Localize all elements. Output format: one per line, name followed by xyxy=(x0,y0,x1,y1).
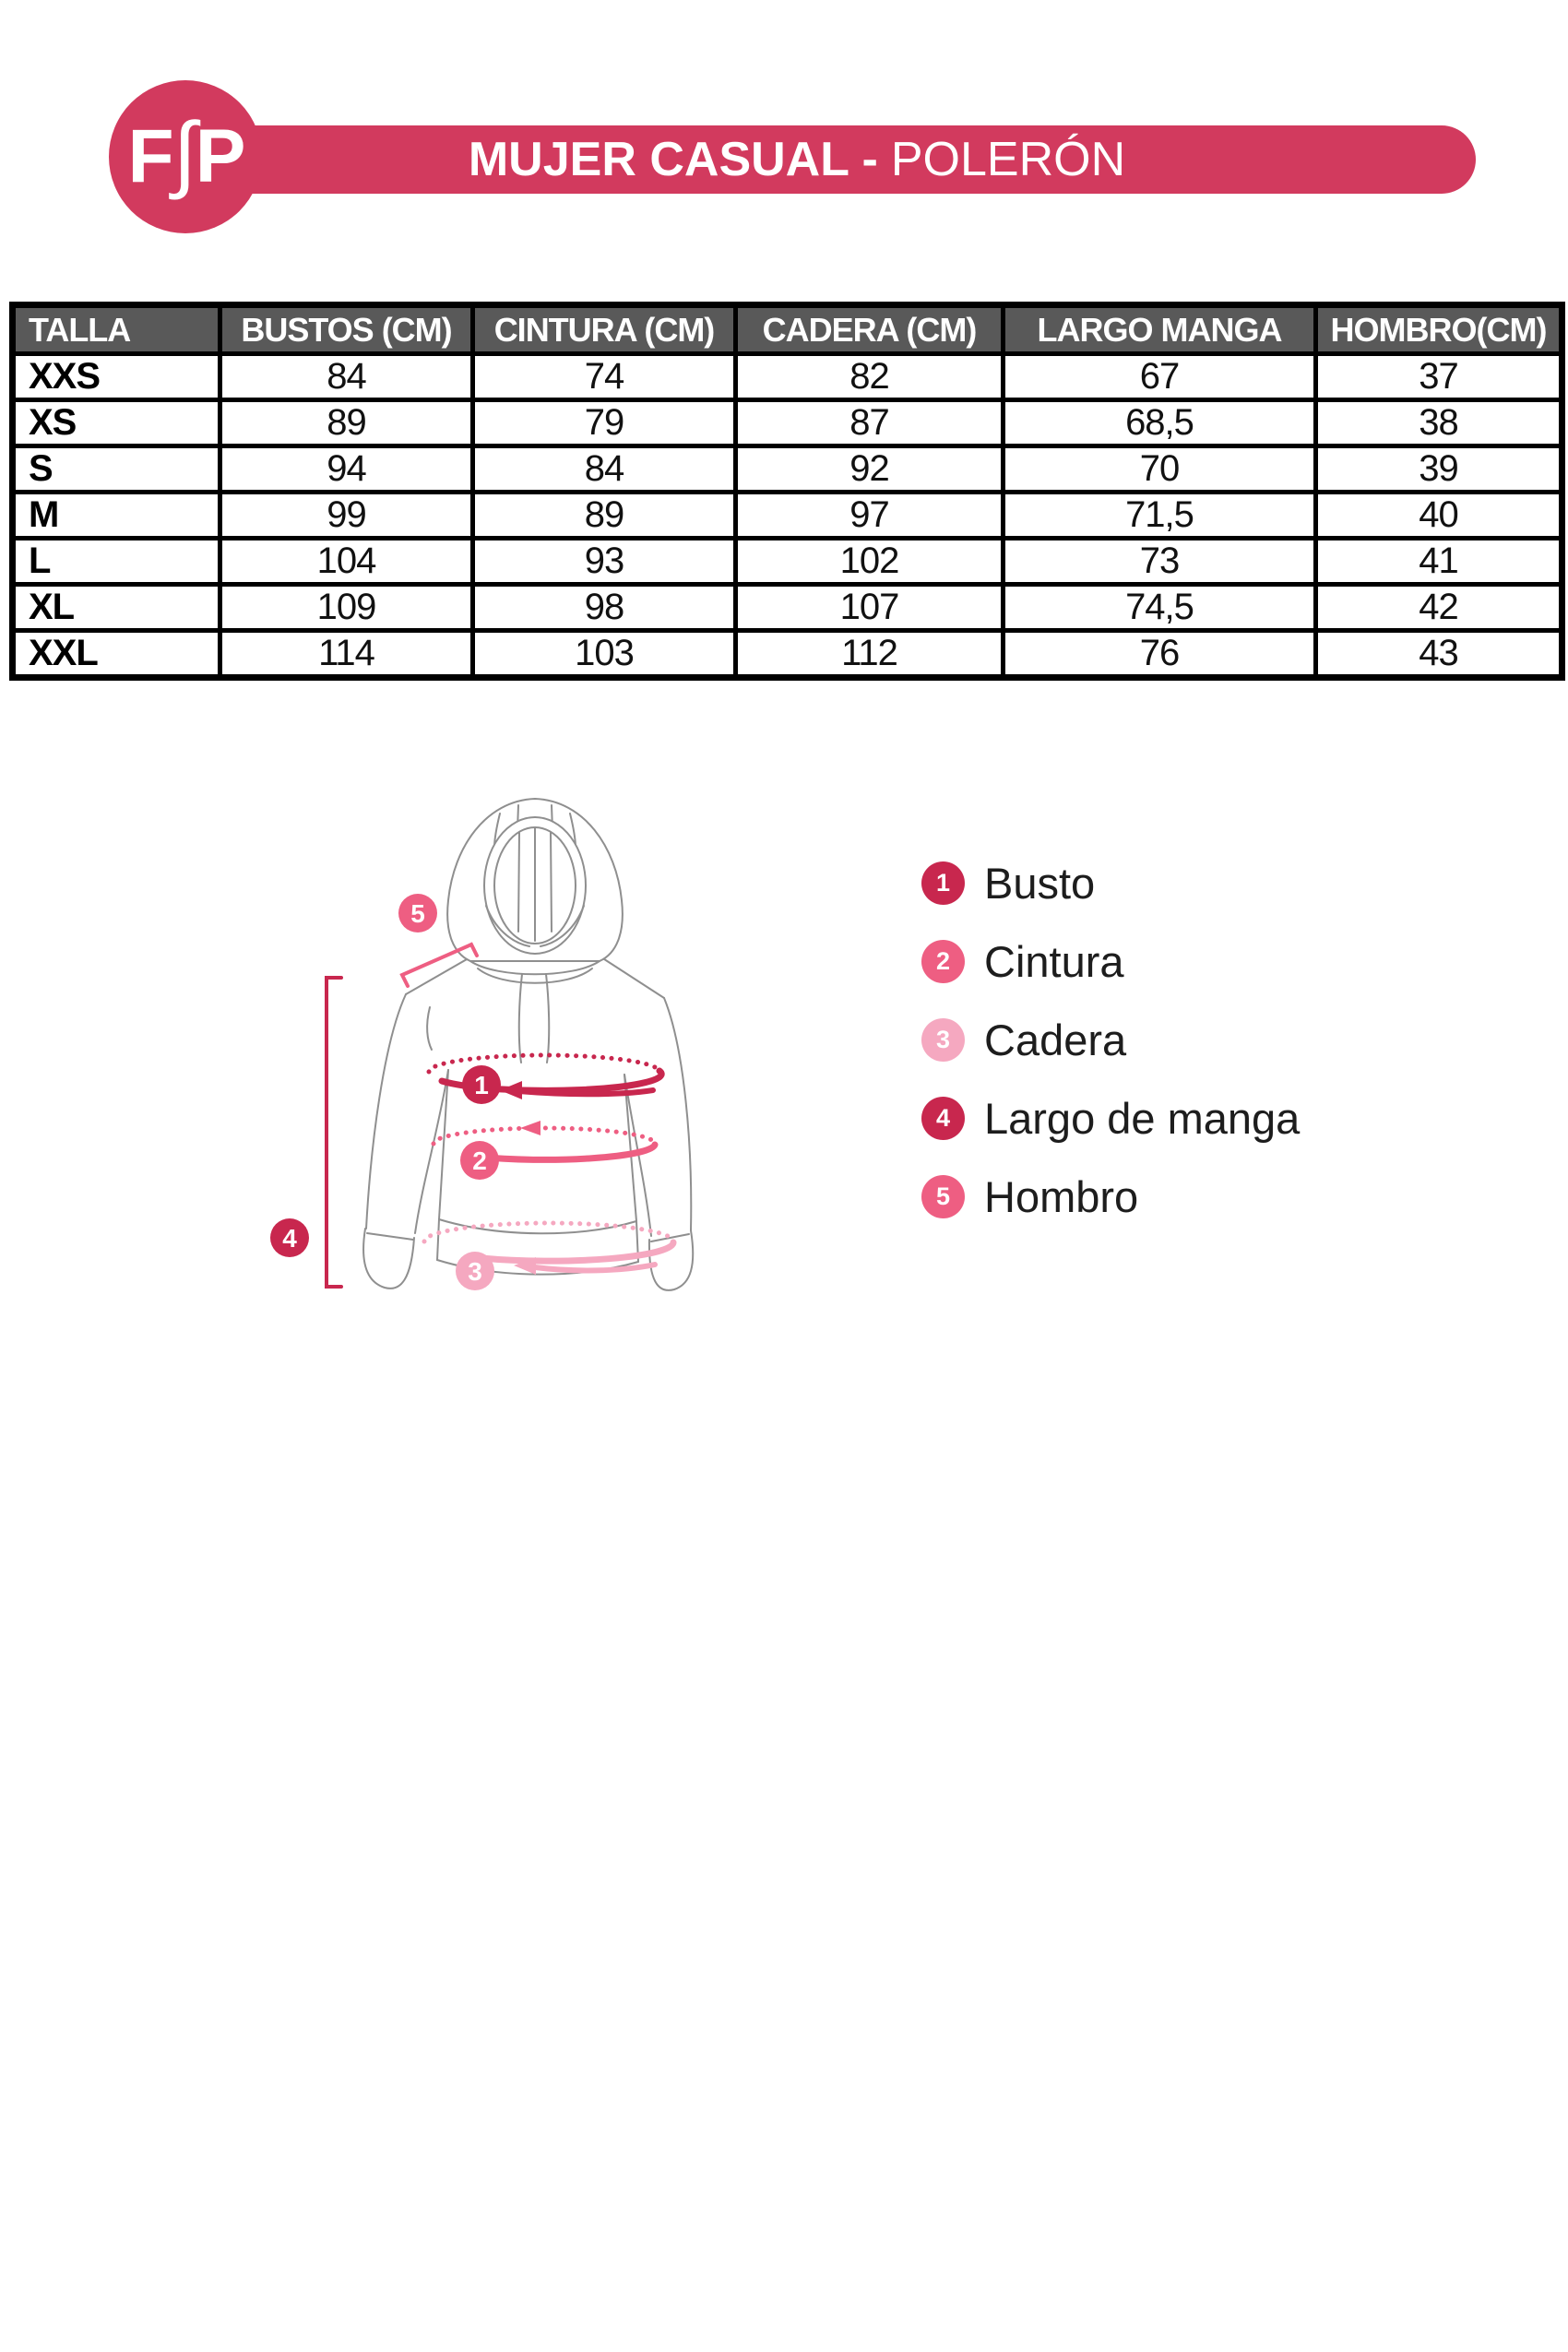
legend-label: Largo de manga xyxy=(984,1094,1301,1143)
legend-number-badge: 5 xyxy=(921,1175,965,1218)
legend-number-badge: 3 xyxy=(921,1018,965,1062)
svg-text:5: 5 xyxy=(410,899,425,928)
hoodie-line-art xyxy=(363,799,693,1290)
measurement-value: 37 xyxy=(1316,354,1562,400)
svg-text:4: 4 xyxy=(282,1224,297,1253)
measurement-value: 43 xyxy=(1316,631,1562,678)
table-row xyxy=(13,446,1562,493)
measurement-legend xyxy=(921,861,1300,1253)
measurement-value: 98 xyxy=(473,585,736,631)
measurement-value: 102 xyxy=(736,539,1004,585)
measurement-value: 114 xyxy=(220,631,473,678)
measure-badge-5 xyxy=(398,894,437,932)
legend-label: Cintura xyxy=(984,937,1124,986)
measurement-value: 99 xyxy=(220,493,473,539)
measure-badge-3 xyxy=(456,1252,494,1290)
measurement-value: 74 xyxy=(473,354,736,400)
measurement-value: 70 xyxy=(1004,446,1316,493)
measure-badge-2 xyxy=(460,1141,499,1180)
measurement-value: 73 xyxy=(1004,539,1316,585)
measurement-value: 97 xyxy=(736,493,1004,539)
measurement-value: 92 xyxy=(736,446,1004,493)
measurement-value: 89 xyxy=(220,400,473,446)
table-row xyxy=(13,539,1562,585)
measure-badge-4 xyxy=(270,1218,309,1257)
measurement-value: 38 xyxy=(1316,400,1562,446)
size-label: XXL xyxy=(13,631,220,678)
column-header: CADERA (CM) xyxy=(736,305,1004,354)
legend-number-badge: 1 xyxy=(921,861,965,905)
measurement-value: 94 xyxy=(220,446,473,493)
size-label: XL xyxy=(13,585,220,631)
table-row xyxy=(13,400,1562,446)
table-row xyxy=(13,585,1562,631)
size-table-body xyxy=(13,354,1562,678)
legend-label: Hombro xyxy=(984,1172,1139,1221)
size-label: XS xyxy=(13,400,220,446)
measurement-value: 71,5 xyxy=(1004,493,1316,539)
measurement-value: 89 xyxy=(473,493,736,539)
column-header: TALLA xyxy=(13,305,220,354)
column-header: HOMBRO(CM) xyxy=(1316,305,1562,354)
measurement-value: 84 xyxy=(473,446,736,493)
size-label: S xyxy=(13,446,220,493)
measurement-value: 41 xyxy=(1316,539,1562,585)
measure-badge-1 xyxy=(462,1065,501,1104)
measurement-value: 93 xyxy=(473,539,736,585)
measurement-value: 103 xyxy=(473,631,736,678)
size-table xyxy=(9,302,1565,681)
measurement-value: 84 xyxy=(220,354,473,400)
size-table-header xyxy=(13,305,1562,354)
column-header: LARGO MANGA xyxy=(1004,305,1316,354)
waist-arrow-icon xyxy=(520,1121,540,1135)
measurement-value: 68,5 xyxy=(1004,400,1316,446)
measurement-value: 76 xyxy=(1004,631,1316,678)
svg-text:2: 2 xyxy=(472,1146,487,1175)
title-banner xyxy=(247,125,1476,194)
size-label: L xyxy=(13,539,220,585)
measurement-value: 79 xyxy=(473,400,736,446)
legend-item xyxy=(921,859,1300,908)
measurement-value: 40 xyxy=(1316,493,1562,539)
hoodie-diagram xyxy=(258,766,775,1337)
legend-item xyxy=(921,937,1300,986)
legend-item xyxy=(921,1018,1300,1062)
page-title-garment: POLERÓN xyxy=(890,133,1126,186)
table-row xyxy=(13,631,1562,678)
logo-letter: P xyxy=(195,114,244,198)
chest-arrow-icon xyxy=(500,1081,522,1099)
column-header: BUSTOS (CM) xyxy=(220,305,473,354)
table-row xyxy=(13,493,1562,539)
legend-item xyxy=(921,1172,1300,1221)
measurement-value: 39 xyxy=(1316,446,1562,493)
measurement-value: 112 xyxy=(736,631,1004,678)
legend-number-badge: 2 xyxy=(921,940,965,983)
column-header: CINTURA (CM) xyxy=(473,305,736,354)
measurement-value: 87 xyxy=(736,400,1004,446)
table-row xyxy=(13,354,1562,400)
measurement-value: 107 xyxy=(736,585,1004,631)
logo-letter: F xyxy=(127,114,172,198)
measurement-value: 82 xyxy=(736,354,1004,400)
legend-number-badge: 4 xyxy=(921,1097,965,1140)
measurement-value: 42 xyxy=(1316,585,1562,631)
legend-item xyxy=(921,1094,1301,1143)
measurement-value: 67 xyxy=(1004,354,1316,400)
length-measure-line xyxy=(327,978,341,1287)
legend-label: Busto xyxy=(984,859,1096,908)
logo-squiggle: ∫ xyxy=(172,105,194,200)
svg-text:3: 3 xyxy=(468,1257,482,1286)
brand-logo xyxy=(109,80,262,233)
page-title-category: MUJER CASUAL - xyxy=(468,133,878,186)
measurement-value: 74,5 xyxy=(1004,585,1316,631)
size-label: XXS xyxy=(13,354,220,400)
measurement-value: 104 xyxy=(220,539,473,585)
measurement-value: 109 xyxy=(220,585,473,631)
legend-label: Cadera xyxy=(984,1016,1127,1064)
size-label: M xyxy=(13,493,220,539)
svg-text:1: 1 xyxy=(474,1071,489,1099)
